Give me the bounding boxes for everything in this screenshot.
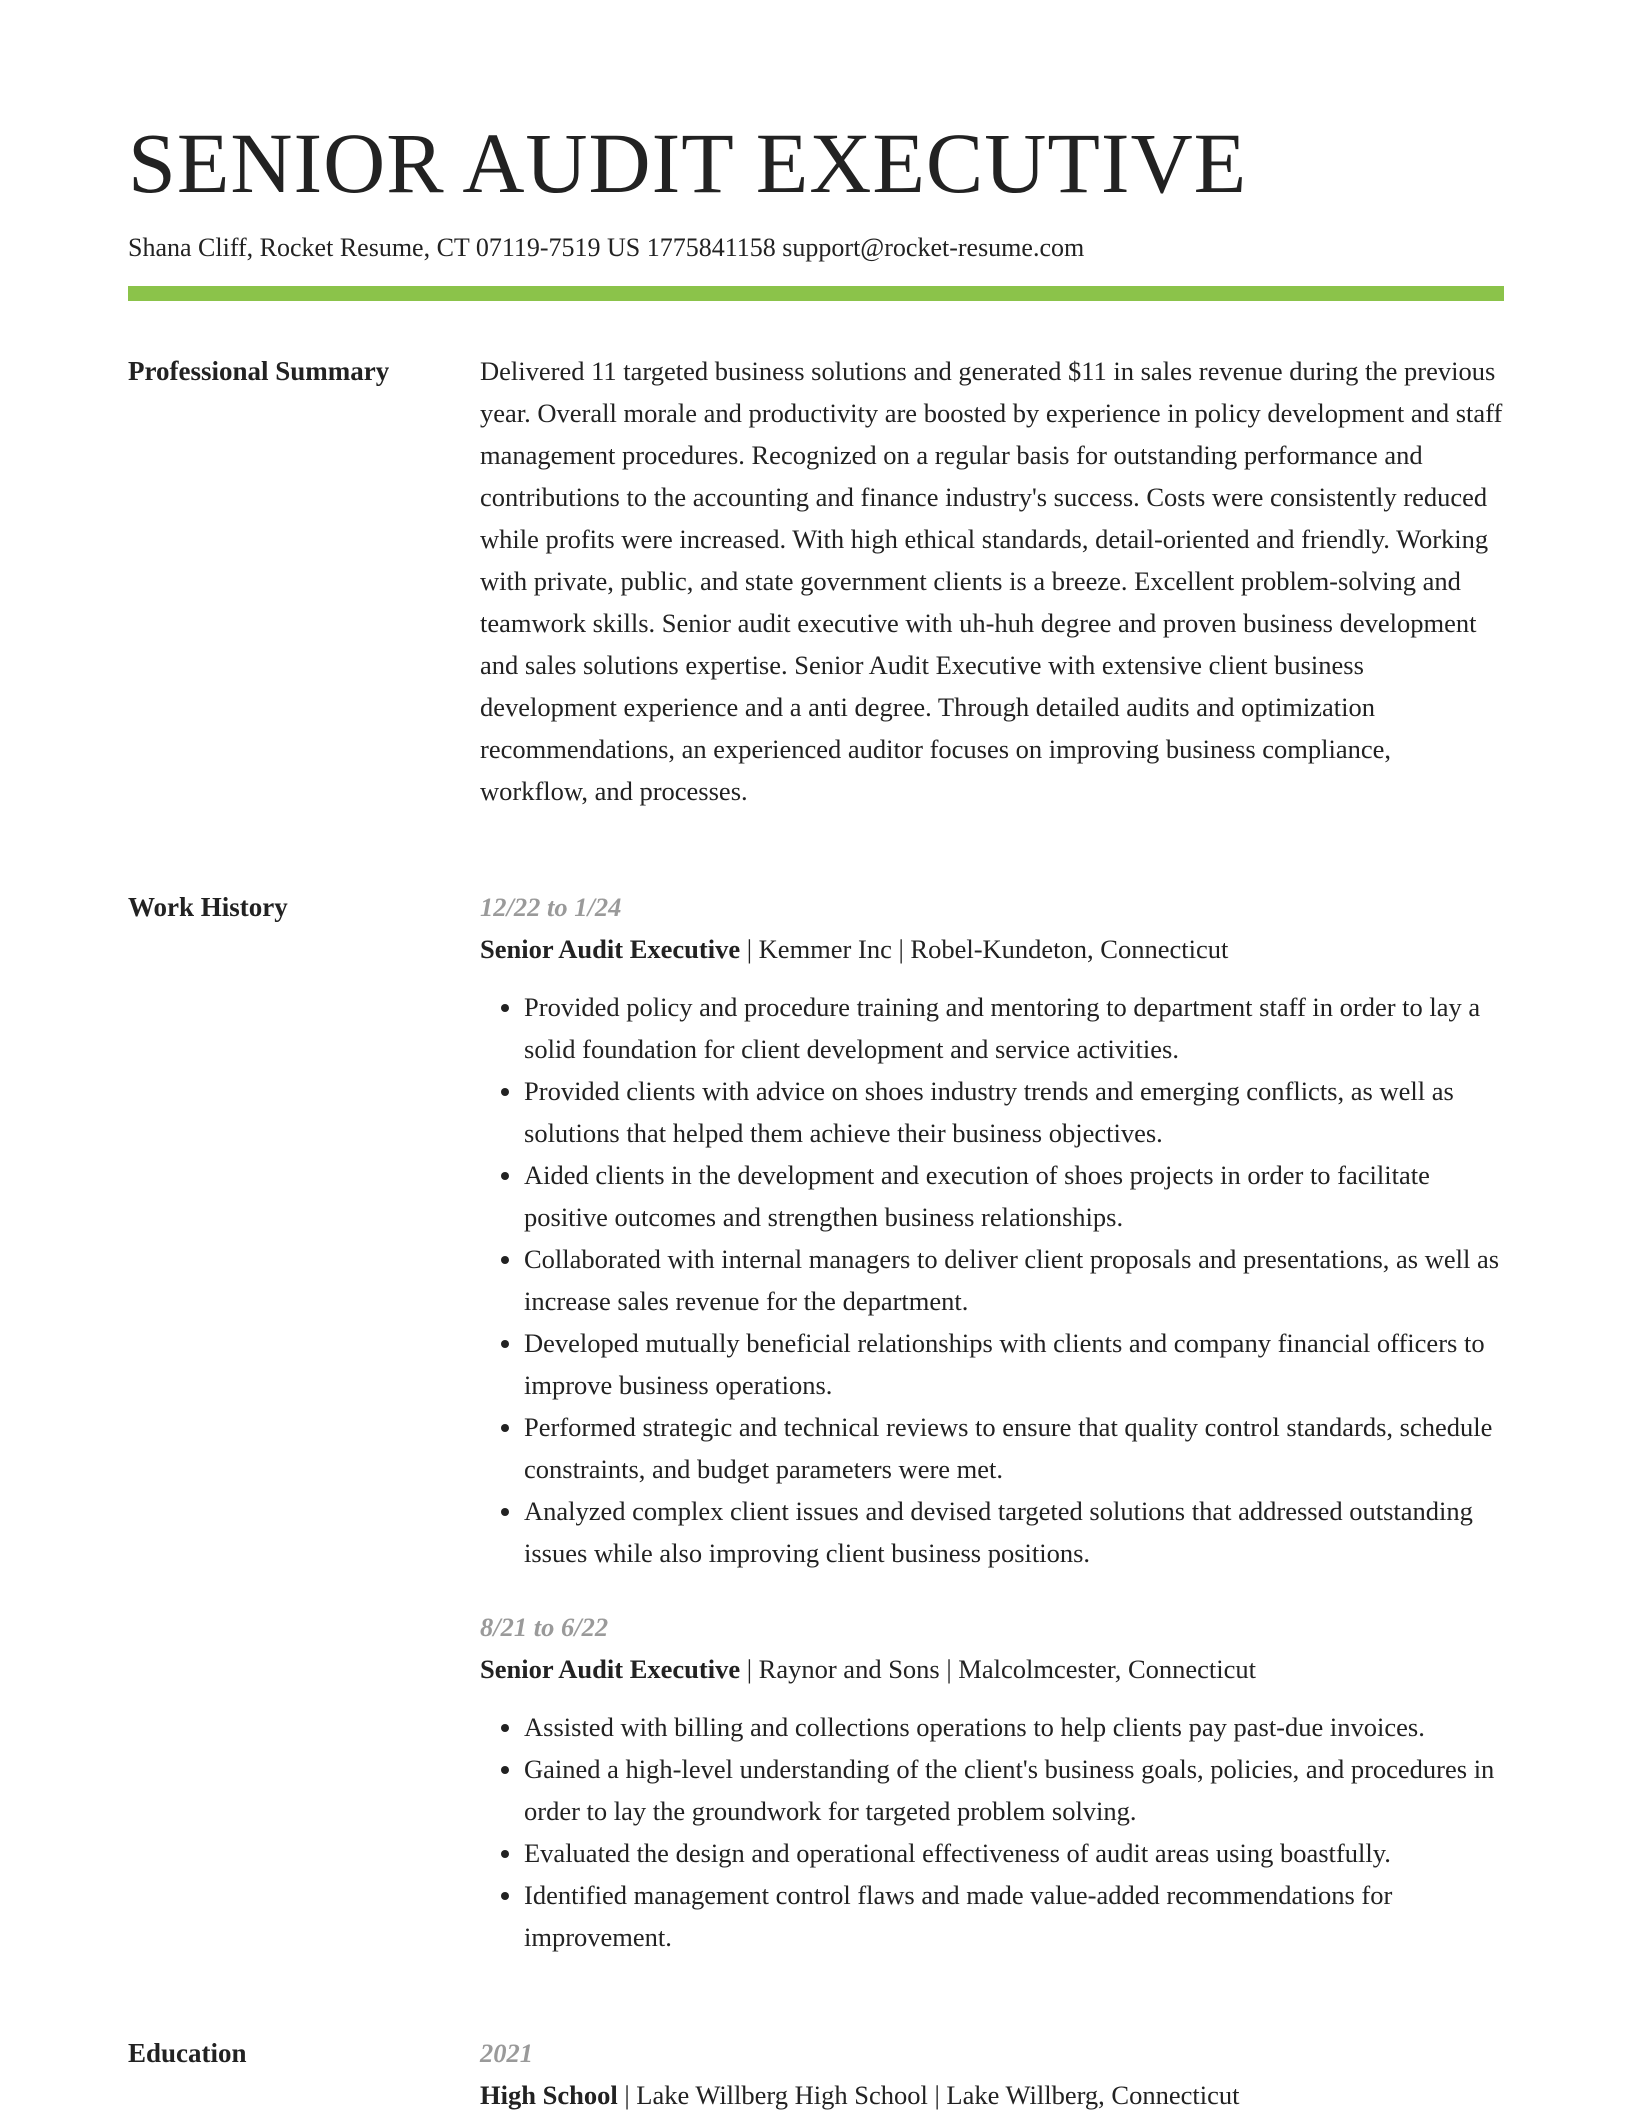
job-entry — [480, 886, 1504, 1574]
job-bullet: • Collaborated with internal managers to deliver client proposals and presentations, as well as increase sales revenue for the department. — [524, 1238, 1504, 1322]
summary-text: Delivered 11 targeted business solutions and generated $11 in sales revenue during the previous year. Overall morale and productivity are boosted by experience in policy development and staff management procedures. Recognized on a regular basis for outstanding performance and contributions to the accounting and finance industry's success. Costs were consistently reduced while profits were increased. With high ethical standards, detail-oriented and friendly. Working with private, public, and state government clients is a breeze. Excellent problem-solving and teamwork skills. Senior audit executive with uh-huh degree and proven business development and sales solutions expertise. Senior Audit Executive with extensive client business development experience and a anti degree. Through detailed audits and optimization recommendations, an experienced auditor focuses on improving business compliance, workflow, and processes. — [480, 356, 1503, 806]
job-position-line — [480, 928, 1504, 970]
page-title: SENIOR AUDIT EXECUTIVE — [128, 115, 1248, 211]
job-title: Senior Audit Executive — [480, 934, 741, 964]
summary-section — [128, 350, 1504, 812]
education-section — [128, 2032, 1504, 2116]
education-year: 2021 — [480, 2038, 533, 2068]
contact-line: Shana Cliff, Rocket Resume, CT 07119-7519 US 1775841158 support@rocket-resume.com — [128, 233, 1085, 263]
work-history-section — [128, 886, 1504, 1958]
summary-body — [480, 350, 1504, 812]
work-history-body — [480, 886, 1504, 1958]
job-dates: 12/22 to 1/24 — [480, 892, 622, 922]
education-line — [480, 2074, 1504, 2116]
job-bullet: • Developed mutually beneficial relationships with clients and company financial officers to improve business operations. — [524, 1322, 1504, 1406]
job-details: | Kemmer Inc | Robel-Kundeton, Connecticut — [740, 934, 1229, 964]
job-bullet: • Provided clients with advice on shoes industry trends and emerging conflicts, as well as solutions that helped them achieve their business objectives. — [524, 1070, 1504, 1154]
education-body — [480, 2032, 1504, 2116]
job-title: Senior Audit Executive — [480, 1654, 741, 1684]
education-heading: Education — [128, 2038, 247, 2068]
job-entry — [480, 1606, 1504, 1958]
work-history-heading: Work History — [128, 892, 288, 922]
education-details: | Lake Willberg High School | Lake Willberg, Connecticut — [617, 2080, 1240, 2110]
education-degree: High School — [480, 2080, 618, 2110]
job-bullet-list — [480, 986, 1504, 1574]
job-position-line — [480, 1648, 1504, 1690]
summary-heading: Professional Summary — [128, 356, 390, 386]
job-bullet: • Identified management control flaws and made value-added recommendations for improvement. — [524, 1874, 1504, 1958]
resume-header — [128, 115, 1504, 263]
job-bullet: • Analyzed complex client issues and devised targeted solutions that addressed outstanding issues while also improving client business positions. — [524, 1490, 1504, 1574]
job-bullet-list — [480, 1706, 1504, 1958]
job-bullet: • Provided policy and procedure training and mentoring to department staff in order to lay a solid foundation for client development and service activities. — [524, 986, 1504, 1070]
job-bullet: • Assisted with billing and collections operations to help clients pay past-due invoices. — [524, 1706, 1504, 1748]
job-bullet: • Aided clients in the development and execution of shoes projects in order to facilitate positive outcomes and strengthen business relationships. — [524, 1154, 1504, 1238]
job-bullet: • Performed strategic and technical reviews to ensure that quality control standards, schedule constraints, and budget parameters were met. — [524, 1406, 1504, 1490]
job-dates: 8/21 to 6/22 — [480, 1612, 609, 1642]
accent-divider — [128, 286, 1504, 301]
job-details: | Raynor and Sons | Malcolmcester, Connecticut — [740, 1654, 1256, 1684]
job-bullet: • Gained a high-level understanding of the client's business goals, policies, and procedures in order to lay the groundwork for targeted problem solving. — [524, 1748, 1504, 1832]
job-bullet: • Evaluated the design and operational effectiveness of audit areas using boastfully. — [524, 1832, 1504, 1874]
